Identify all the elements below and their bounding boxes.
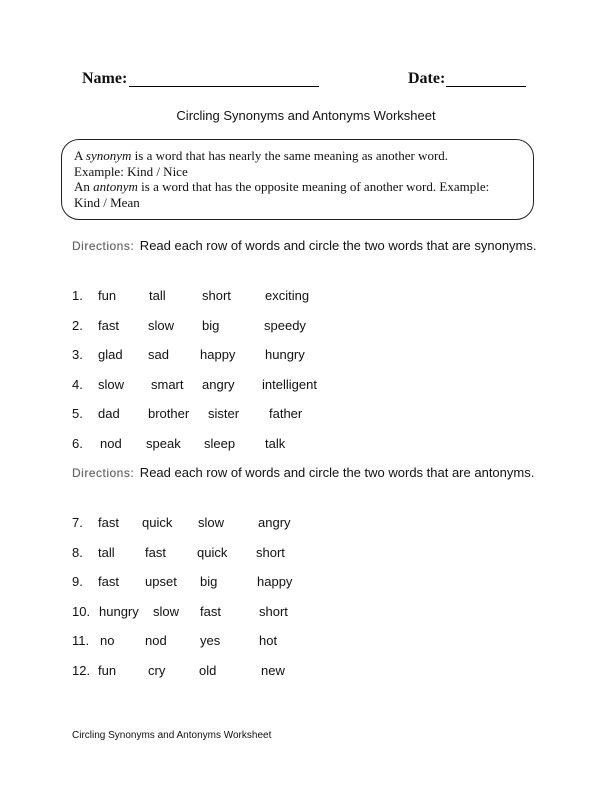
word-choice[interactable]: fun [98,663,117,678]
page-footer: Circling Synonyms and Antonyms Worksheet [72,730,272,741]
word-choice[interactable]: brother [148,406,190,422]
word-choice[interactable]: fast [98,574,119,590]
word-choice[interactable]: tall [149,288,166,303]
synonym-directions [72,234,552,258]
directions-label: Directions: [72,239,135,253]
word-choice[interactable]: yes [200,633,221,649]
date-field[interactable] [446,70,526,87]
word-choice[interactable]: quick [197,544,228,560]
name-field[interactable] [129,70,319,87]
word-row [72,515,532,535]
word-choice[interactable]: nod [100,436,122,451]
word-choice[interactable]: fast [98,317,119,333]
row-number: 8. [72,544,83,560]
row-number: 10. [72,603,91,619]
row-number: 6. [72,436,83,451]
word-choice[interactable]: angry [202,376,235,392]
word-choice[interactable]: fun [98,288,117,303]
word-choice[interactable]: father [269,406,303,422]
row-number: 5. [72,406,83,422]
synonym-definition: A synonym is a word that has nearly the same meaning as another word. [74,148,449,163]
name-label: Name: [82,70,128,87]
word-choice[interactable]: slow [148,317,175,333]
word-choice[interactable]: no [100,633,115,649]
word-choice[interactable]: talk [265,436,286,451]
row-number: 3. [72,347,83,363]
directions-label: Directions: [72,466,135,480]
row-number: 11. [72,633,90,649]
antonym-example: Kind / Mean [74,194,140,210]
word-choice[interactable]: glad [98,347,123,363]
word-choice[interactable]: old [199,663,217,678]
directions-text: Read each row of words and circle the two words that are antonyms. [136,465,535,480]
word-choice[interactable]: upset [145,574,177,590]
word-choice[interactable]: dad [98,406,120,422]
word-row [72,318,532,338]
word-choice[interactable]: slow [198,515,225,530]
word-choice[interactable]: angry [258,515,291,530]
word-choice[interactable]: smart [151,376,184,392]
word-choice[interactable]: short [256,544,285,560]
row-number: 7. [72,515,83,530]
word-choice[interactable]: fast [145,544,166,560]
word-row [72,377,532,397]
row-number: 1. [72,288,83,303]
word-choice[interactable]: speak [146,436,181,451]
word-choice[interactable]: hungry [99,603,139,619]
word-choice[interactable]: sister [208,406,240,422]
word-choice[interactable]: new [261,663,285,678]
word-row [72,288,532,308]
word-choice[interactable]: happy [200,347,236,363]
worksheet-title: Circling Synonyms and Antonyms Worksheet [176,108,436,123]
word-choice[interactable]: short [202,288,231,303]
word-choice[interactable]: speedy [264,317,306,333]
row-number: 9. [72,574,83,590]
word-row [72,663,532,683]
word-choice[interactable]: slow [153,603,180,619]
word-choice[interactable]: hot [259,633,278,649]
word-choice[interactable]: exciting [265,288,310,303]
word-choice[interactable]: cry [148,663,166,678]
word-choice[interactable]: nod [145,633,167,649]
row-number: 4. [72,376,83,392]
directions-text: Read each row of words and circle the two words that are synonyms. [136,238,537,253]
word-row [72,347,532,367]
word-choice[interactable]: quick [142,515,173,530]
row-number: 12. [72,663,91,678]
word-row [72,406,532,426]
word-row [72,545,532,565]
date-label: Date: [408,70,446,87]
word-choice[interactable]: sad [148,347,169,363]
word-choice[interactable]: big [200,574,218,590]
word-row [72,436,532,456]
word-choice[interactable]: fast [200,603,221,619]
antonym-directions [72,461,552,485]
word-row [72,633,532,653]
word-choice[interactable]: hungry [265,347,305,363]
word-choice[interactable]: tall [98,544,115,560]
word-choice[interactable]: short [259,603,288,619]
word-choice[interactable]: intelligent [262,376,317,392]
word-choice[interactable]: happy [257,574,293,590]
definition-box [61,139,534,220]
synonym-example: Example: Kind / Nice [74,163,188,179]
antonym-definition: An antonym is a word that has the opposite meaning of another word. Example: [74,179,490,194]
word-row [72,574,532,594]
word-choice[interactable]: fast [98,515,119,530]
row-number: 2. [72,317,83,333]
word-choice[interactable]: slow [98,376,125,392]
word-choice[interactable]: sleep [204,436,236,451]
word-choice[interactable]: big [202,317,220,333]
word-row [72,604,532,624]
